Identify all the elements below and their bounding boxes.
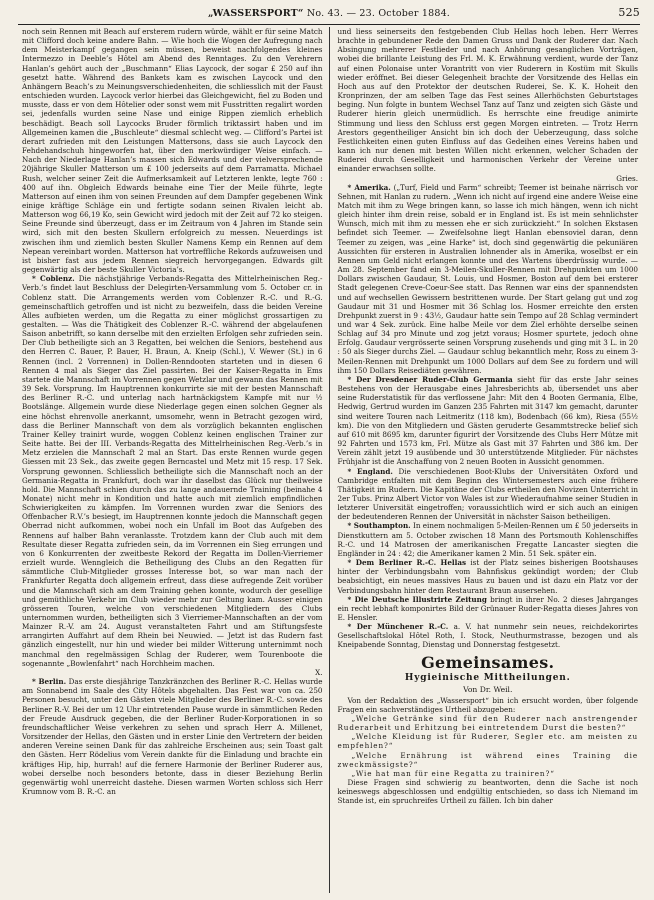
article-lead: * England.: [347, 466, 393, 476]
question-item: „Welche Ernährung ist während eines Training die zweckmässigste?“: [337, 750, 638, 769]
article-body: a. V. hat nunmehr sein neues, reichdekorirtes Gesellschaftslokal Hôtel Roth, I. Stock, Neuthurmstrasse, bezogen und als Kneipabende Sonntag, Dienstag und Donnerstag festgesetzt.: [337, 622, 638, 650]
author-byline: Von Dr. Weil.: [463, 684, 513, 694]
article-paragraph: [338, 622, 639, 649]
article-paragraph: [22, 677, 323, 796]
article-lead: * Die Deutsche Illustrirte Zeitung: [347, 594, 487, 604]
left-column: [18, 25, 329, 893]
article-body: bringt in ihrer No. 2 dieses Jahrganges ein recht lebhaft komponirtes Bild der Grünauer Ruder-Regatta dieses Jahres von E. Hensler.: [337, 594, 638, 622]
article-body: Die nächstjährige Verbands-Regatta des Mittelrheinischen Reg.-Verb.’s findet laut Beschluss der Delegirten-Versammlung vom 5. October cr. in Coblenz statt. Die Arrangements werden vom Coblenzer R.-C. und R.-G. gemeinschaftlich getroffen und ist nicht zu bezweifeln, dass die beiden Vereine Alles aufbieten werden, um die Regatta zu einer möglichst grossartigen zu gestalten. — Was die Thätigkeit des Coblenzer R.-C. während der abgelaufenen Saison anbetrifft, so kann derselbe mit den erzielten Erfolgen sehr zufrieden sein. Der Club betheiligte sich an 3 Regatten, bei welchen die Seniors, bestehend aus den Herren C. Bauer, P. Bauer, H. Braun, A. Kneip (Schl.), V. Wewer (St.) in 6 Rennen (incl. 2 Vorrennen) in Dollen-Renndooten starteten und in diesen 6 Rennen 4 mal als Sieger das Ziel passirten. Bei der Kaiser-Regatta in Ems startete die Mannschaft im Vorrennen gegen Wetzlar und gewann das Rennen mit 39 Sek. Vorsprung. Im Hauptrennen konkurrirte sie mit der besten Mannschaft des Berliner R.-C. und unterlag nach hartnäckigstem Kampfe mit nur ½ Bootslänge. Allgemein wurde diese Niederlage gegen einen solchen Gegner als eine höchst ehrenvolle anerkannt, umsomehr, wenn in Betracht gezogen wird, dass die Berliner Mannschaft von dem als vorzüglich bekannten englischen Trainer Kelley trainirt wurde, woggen Coblenz keinen englischen Trainer zur Seite hatte. Bei der III. Verbands-Regatta des Mittelrheinischen Reg.-Verb.’s in Metz erzielen die Mannschaft 2 mal an Start. Das erste Rennen wurde gegen Giessen mit 23 Sek., das zweite gegen Berncastel und Metz mit 15 resp. 17 Sek. Vorsprung gewonnen. Schliesslich betheiligte sich die Mannschaft noch an der Germania-Regatta in Frankfurt, doch war ihr daselbst das Glück nur theilweise hold. Die Mannschaft schien durch das zu lange andauernde Training (beinahe 4 Monate) nicht mehr in Kondition und hatte auch mit ziemlich empfindlichen Schwierigkeiten zu kämpfen. Im Vorrennen wurden zwar die Seniors des Offenbacher R.V.’s besiegt, im Hauptrennen konnte jedoch die Mannschaft gegen Oberrad nicht aufkommen, wobei noch ein Unfall im Boot das Aufgeben des Rennens auf halber Bahn veranlasste. Trotzdem kann der Club auch mit dem Resultate dieser Regatta zufrieden sein, da im Vorrennen ein Sieg errungen und von 6 Konkurrenten der zweitbeste Rekord der Regatta im Dollen-Vierriemer erzielt wurde. Wenngleich die Betheiligung des Clubs an den Regatten für sämmtliche Club-Mitglieder grosses Interesse bot, so war man nach der Frankfurter Regatta doch allgemein erfreut, dass diese aufregende Zeit vorüber und die Mannschaft sich am dem Training gehen konnte, wodurch der gesellige und gemüthliche Verkehr im Club wieder mehr zur Geltung kam. Ausser einigen grösseren Touren, welche von verschiedenen Mitgliedern des Clubs unternommen wurden, betheiligten sich 3 Vierriemer-Mannschaften an der vom Mainzer R.-V. am 24. August veranstalteten Fahrt und am Stiftungsfeste arrangirten Auffahrt auf dem Rhein bei Neuwied. — Jetzt ist das Rudern fast gänzlich eingestellt, nur hin und wieder bei milder Witterung unternimmt noch manchmal den regelmässigen Schlag der Ruderer, wem Tourenboote die sogenannte „Bowlenfahrt“ nach Horchheim machen.: [22, 274, 323, 668]
section-title: Gemeinsames.: [421, 652, 555, 672]
article-lead: * Der Münchener R.-C.: [347, 622, 449, 632]
article-lead: * Amerika.: [347, 182, 391, 192]
right-column: [330, 25, 641, 893]
article-lead: * Der Dresdener Ruder-Club Germania: [347, 374, 513, 384]
article-paragraph: noch sein Rennen mit Beach auf ersterem rudern würde, wählt er für seine Match mit Clifford doch keine andere Bahn. — Wie hoch die Wogen der Aufregung nach dem Meisterkampf gegangen sein müssen, beweist nachfolgendes kleines Intermezzo in Deeble’s Hôtel am Abend des Renntages. Zu den Verehrern Hanlan’s gehört auch der „Buschmann“ Elias Laycock, der sogar £ 250 auf ihn gesetzt hatte. Während des Bankets kam es zwischen Laycock und den Anhängern Beach’s zu Meinungsverschiedenheiten, die schliesslich mit der Faust entschieden wurden. Laycock verlor hierbei das Gleichgewicht, fiel zu Boden und musste, dass er von dem Hôtelier oder sonst wem mit Fusstritten regalirt worden sei, jedenfalls wurden seine Nase und einige Rippen ziemlich erheblich beschädigt. Beach soll Laycocks Bruder förmlich triktassirt haben und im Allgemeinen kamen die „Buschleute“ diesmal schlecht weg. — Clifford’s Partei ist derart zufrieden mit den Leistungen Mattersons, dass sie auch Laycock den Fehdehandschuh hingeworfen hat, über den merkwürdiger Weise einfach. — Nach der Niederlage Hanlan’s massen sich Edwards und der vielversprechende 20jährige Skuller Matterson um £ 100 jederseits auf dem Parramatta. Michael Rush, welcher seiner Zeit die Aufmerksamkeit auf Letzteren lenkte, legte 760 : 400 auf ihn. Obgleich Edwards beinahe eine Tier der Meile führte, legte Matterson auf einen ihm von seinen Freunden auf dem Dampfer gegebenen Wink einige kräftige Schläge ein und fertigte sodann seinen Rivalen leicht ab. Matterson wog 66,19 Ko, sein Gewicht wird jedoch mit der Zeit auf 72 ko steigen. Seine Freunde sind überzeugt, dass er im Zeitraum von 4 Jahren im Stande sein wird, sich mit den besten Skullern erfolgreich zu messen. Neuerdings ist zwischen ihm und ziemlich besten Skuller Namens Kemp ein Rennen auf dem Nepean vereinbart worden. Matterson hat vortreffliche Rekords aufzuweisen und ist bisher fast aus jedem Rennen siegreich hervorgegangen. Edwards gilt gegenwärtig als der beste Skuller Victoria’s.: [22, 27, 323, 275]
question-item: „Wie hat man für eine Regatta zu trainiren?“: [351, 768, 555, 778]
article-lead: * Dem Berliner R.-C. Hellas: [347, 558, 467, 568]
article-paragraph: Diese Fragen sind schwierig zu beantworten, denn die Sache ist noch keineswegs abgeschlossen und endgültig entschieden, so dass ich Niemand im Stande ist, ein spruchreifes Urtheil zu fällen. Ich bin daher: [337, 778, 638, 806]
article-lead: * Coblenz.: [32, 274, 75, 284]
article-paragraph: und liess seinerseits den festgebenden Club Hellas hoch leben. Herr Werres brachte in gebundener Rede den Damen Gruss und Dank der Ruderer dar. Nach Absingung mehrerer Festlieder und nach Anhörung gesanglichen Vorträgen, wobei die brillante Leistung des Frl. M. K. Erwähnung verdient, wurde der Tanz auf einen Polonaise unter Vorantritt von vier Ruderern in Kostüm mit Skulls wieder eröffnet. Bei dieser Gelegenheit brachte der Vorsitzende des Hellas ein Hoch aus auf den Protektor der deutschen Ruderei, Se. K. K. Hoheit den Kronprinzen, der am selben Tage das Fest seines Allerhöchsten Geburtstages beging. Nun folgte in buntem Wechsel Tanz auf Tanz und zeigten sich Gäste und Ruderer hierin gleich unermüdlich. Es herrschte eine freudige animirte Stimmung und liess den Schluss erst gegen Morgen eintreten. — Trotz Herrn Arestors gegentheiliger Ansicht bin ich doch der Ueberzeugung, dass solche Festlichkeiten einen guten Einfluss auf das Gedeihen eines Vereins haben und kann ich nur denen mit besten Willen nicht erkennen, welcher Schaden der Ruderei durch Geselligkeit und harmonischen Verkehr der Vereine unter einander erwachsen sollte.: [337, 27, 638, 174]
section-subtitle: Hygieinische Mittheilungen.: [404, 672, 571, 683]
article-lead: * Southampton.: [347, 521, 411, 531]
author-signature: X.: [315, 667, 323, 677]
issue-info: No. 43. — 23. October 1884.: [306, 8, 451, 19]
publication-name: „WASSERSPORT“: [207, 8, 304, 19]
article-lead: * Berlin.: [32, 677, 67, 687]
question-item: „Welche Kleidung ist für Ruderer, Segler etc. am meisten zu empfehlen?“: [337, 732, 638, 751]
article-paragraph: [338, 521, 639, 558]
article-paragraph: [338, 375, 639, 467]
article-paragraph: [338, 183, 639, 375]
article-body: Das erste diesjährige Tanzkränzchen des Berliner R.-C. Hellas wurde am Sonnabend im Saale des City Hôtels abgehalten. Das Fest war von ca. 250 Personen besucht, unter den Gästen viele Mitglieder des Berliner R.-C. sowie des Berliner R.-V. Bei der um 12 Uhr eintretenden Pause wurde in sämmtlichen Reden der Freude Ausdruck gegeben, die der Berliner Ruder-Korporationen in so freundschaftlicher Weise verkehren zu sehen und sprach Herr A. Millenet, Vorsitzender der Hellas, den Gästen und in erster Linie den Vertretern der beiden anderen Vereine seinen Dank für das zahlreiche Erscheinen aus; sein Toast galt den Gästen. Herr Rödelius vom Verein dankte für die Einladung und brachte ein kräftiges Hip, hip, hurrah! auf die fernere Harmonie der Berliner Ruderer aus, wobei derselbe noch besonders betonte, dass in dieser Beziehung Berlin gegenwärtig wohl unerreicht dastehe. Diesen warmen Worten schloss sich Herr Krumnow vom B. R.-C. an: [22, 677, 323, 796]
text-columns: [18, 25, 640, 893]
article-body: ist der Platz seines bisherigen Bootshauses hinter der Verbindungsbahn vom Bahnfiskus gekündigt worden; der Club beabsichtigt, ein neues massives Haus zu bauen und ist dazu ein Platz vor der Verbindungsbahn hinter dem Restaurant Braun ausersehen.: [337, 558, 638, 595]
article-body: sieht für das erste Jahr seines Bestehens von der Herausgabe eines Jahresberichts ab, übersendet uns aber seine Ruderstatistik für das verflossene Jahr: Mit den 4 Booten Germania, Elbe, Hedwig, Gertrud wurden im Ganzen 235 Fahrten mit 3147 km gemacht, darunter sind weitere Touren nach Leitmeritz (118 km), Bodenbach (66 km), Riesa (55½ km). Die von den Mitgliedern und Gästen geruderte Gesammtstrecke belief sich auf 610 mit 8695 km, darunter figurirt der Vorsitzende des Clubs Herr Mütze mit 92 Fahrten und 1573 km, Frl. Mütze als Gast mit 37 Fahrten und 386 km. Der Verein zählt jetzt 19 ausübende und 30 unterstützende Mitglieder. Für nächstes Frühjahr ist die Anschaffung von 2 neuen Booten in Aussicht genommen.: [337, 374, 639, 467]
article-paragraph: Von der Redaktion des „Wassersport“ bin ich ersucht worden, über folgende Fragen ein sachverständiges Urtheil abzugeben:: [337, 695, 638, 714]
article-paragraph: [338, 558, 639, 595]
page-number: 525: [618, 6, 640, 19]
article-body: In einem nochmaligen 5-Meilen-Rennen um £ 50 jederseits in Dienstkuttern am 5. October zwischen 18 Mann des Portsmouth Kohlenschiffes R.-C. und 14 Matrosen der amerikanischen Fregatte Lancaster siegten die Engländer in 24 : 42; die Amerikaner kamen 2 Min. 51 Sek. später ein.: [337, 521, 638, 558]
article-paragraph: [338, 595, 639, 622]
article-paragraph: [338, 467, 639, 522]
article-body: („Turf, Field und Farm“ schreibt; Teemer ist beinahe närrisch vor Sehnen, mit Hanlan zu rudern. „Wenn ich nicht auf irgend eine andere Weise eine Match mit ihm zu Wege bringen kann, so lasse ich mich hängen, wenn ich nicht gleich hinter ihm drein reise, sobald er in England ist. Es ist mein sehnlichster Wunsch, mich mit ihm zu messen ehe er sich zurückzieht.“ In solchen Ekstasen befindet sich Teemer. — Zweifelsohne liegt Hanlan ebensoviel daran, denn Teemer zu zeigen, was „eine Harke“ ist, doch sind gegenwärtig die pekuniären Aussichten für ersteren in Australien lohnender als in Amerika, woselbst er ein Rennen um Geld nicht erlangen konnte und des Wartens überdrüssig wurde. — Am 28. September fand ein 3-Meilen-Skuller-Rennen mit Drehpunkten um 1000 Dollars zwischen Gaudaur, St. Louis, und Hosmer, Boston auf dem bei ersterer Stadt gelegenen Creve-Coeur-See statt. Das Rennen war eins der spannendsten und auf wechsellen Gewissern bestrittenen wurde. Der Start gelang gut und zog Gaudaur mit 31 und Hosmer mit 36 Schlag los. Hosmer erreichte den ersten Drehpunkt zuerst in 9 : 43½, Gaudaur hatte sein Tempo auf 28 Schlag vermindert und war 4 Sek. zurück. Eine halbe Meile vor dem Ziel erhöhte derselbe seinen Schlag auf 34 pro Minute und zog jetzt voraus; Hosmer spurtete, jedoch ohne Erfolg. Gaudaur vergrösserte seinen Vorsprung zusehends und ging mit 3 L. in 20 : 50 als Sieger durchs Ziel. — Gaudaur schlug bekanntlich mehr, Ross zu einem 3-Meilen-Rennen mit Drehpunkt um 1000 Dollars auf dem See zu fordern und will ihm 150 Dollars Reisediäten gewähren.: [337, 182, 638, 375]
page-header: [18, 6, 640, 22]
author-signature: Gries.: [616, 173, 638, 183]
article-body: Die verschiedenen Boot-Klubs der Universitäten Oxford und Cambridge entfalten mit dem Beginn des Wintersemesters auch eine frühere Thätigkeit im Rudern. Die Kapitäne der Clubs ertheilen den Novizen Unterricht in 2er Tubs. Prinz Albert Victor von Wales ist zur Wiederaufnahme seiner Studien in letzterer Universität eingetroffen; voraussichtlich wird er sich auch an einigen der bedeutenderen Rennen der Universität in nächster Saison betheiligen.: [337, 466, 638, 522]
article-paragraph: [22, 274, 323, 668]
running-title: [18, 8, 640, 19]
question-item: „Welche Getränke sind für den Ruderer nach anstrengender Ruderarbeit und Erhitzung bei eintretendem Durst die besten?“: [337, 713, 638, 733]
